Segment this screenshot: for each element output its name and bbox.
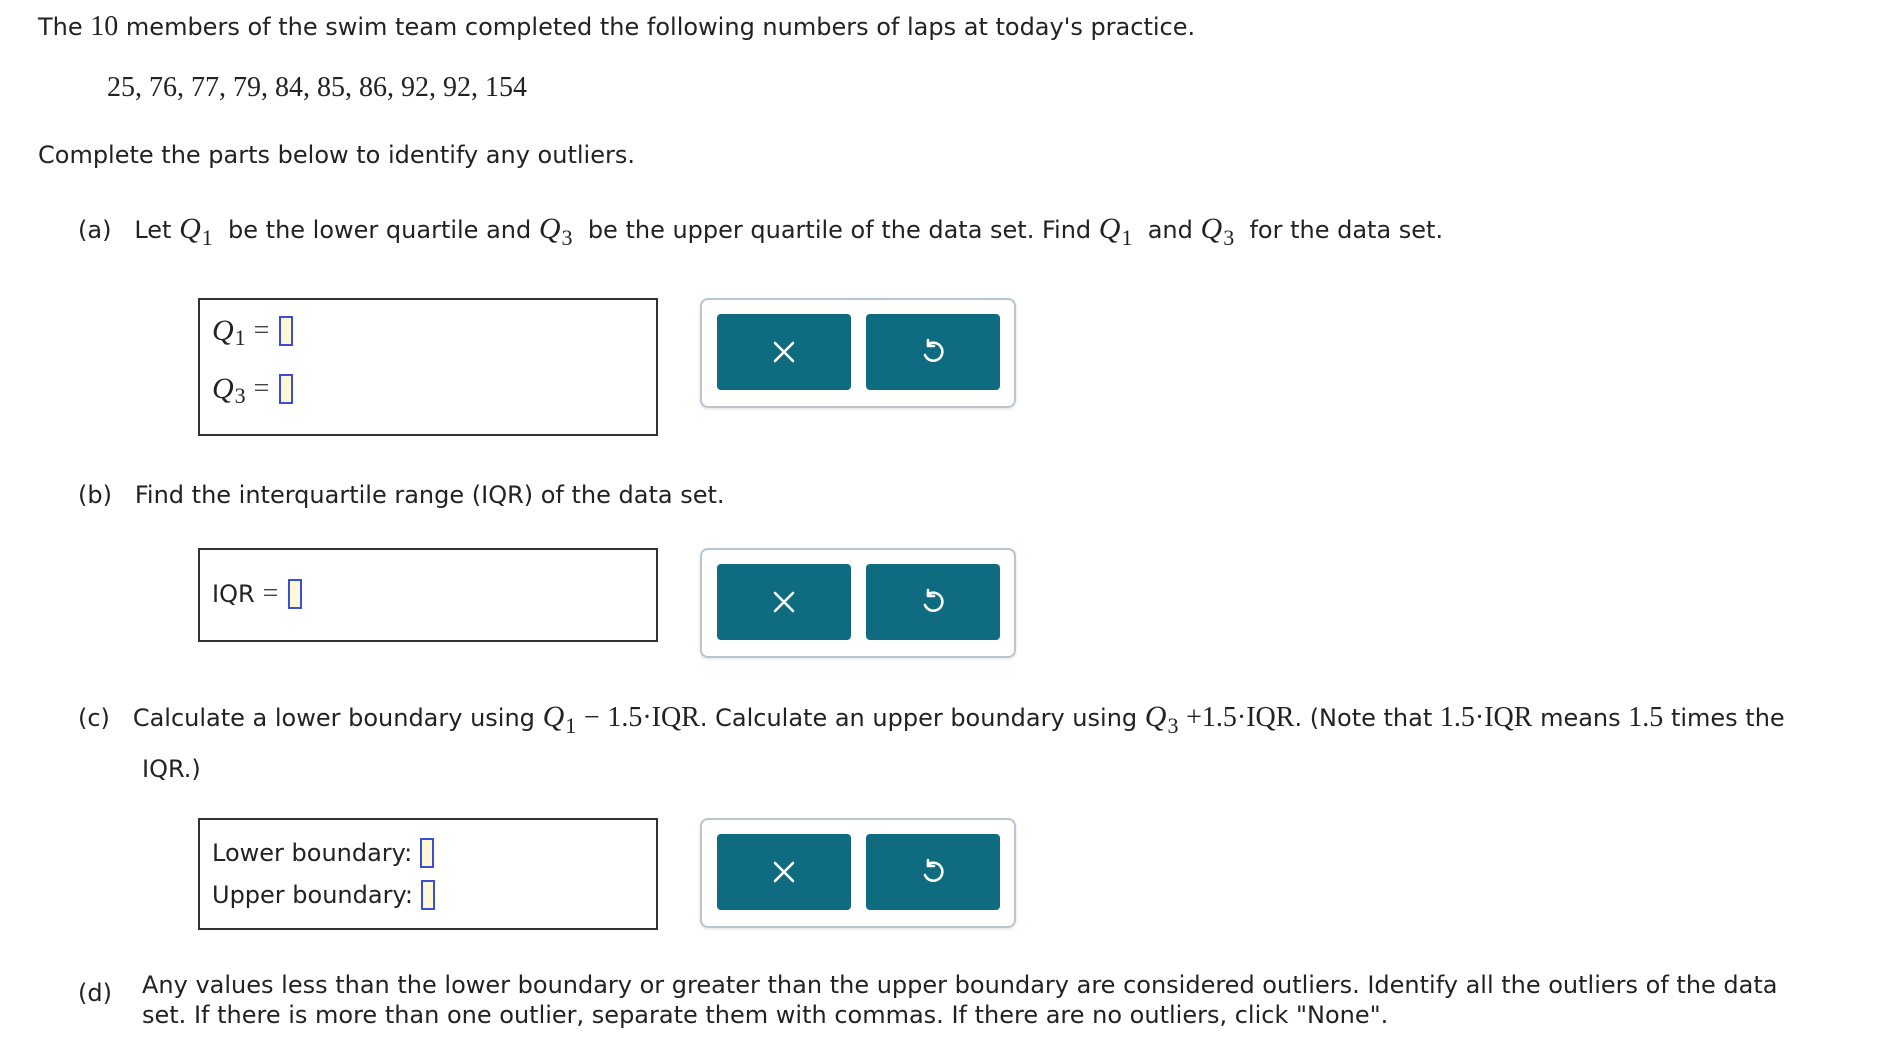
part-a-question: (a) Let Q1 be the lower quartile and Q3 be the upper quartile of the data set. Find Q1 and Q3 for the data set.: [78, 212, 1444, 250]
part-a-reset-button[interactable]: [866, 314, 1000, 390]
x-icon: [771, 339, 797, 365]
part-a-clear-button[interactable]: [717, 314, 851, 390]
q3-input[interactable]: [279, 374, 293, 404]
x-icon: [771, 859, 797, 885]
upper-boundary-input[interactable]: [421, 880, 435, 910]
part-b-question: (b) Find the interquartile range (IQR) of the data set.: [78, 481, 725, 509]
undo-icon: [919, 338, 947, 366]
part-a-button-panel: [700, 298, 1016, 408]
part-c-clear-button[interactable]: [717, 834, 851, 910]
part-c-button-panel: [700, 818, 1016, 928]
part-b-answer-box: [198, 548, 658, 642]
undo-icon: [919, 588, 947, 616]
q3-row: Q 3 =: [212, 372, 293, 406]
part-d-line2: set. If there is more than one outlier, separate them with commas. If there are no outliers, click "None".: [142, 1001, 1389, 1029]
instruction: Complete the parts below to identify any outliers.: [38, 141, 635, 169]
part-d-label: (d): [78, 979, 112, 1007]
iqr-input[interactable]: [288, 579, 302, 609]
data-values: 25, 76, 77, 79, 84, 85, 86, 92, 92, 154: [107, 72, 527, 103]
part-c-question: (c) Calculate a lower boundary using Q1 − 1.5·IQR. Calculate an upper boundary using Q3 +1.5·IQR. (Note that 1.5·IQR means 1.5 times the: [78, 700, 1785, 738]
part-c-answer-box: [198, 818, 658, 930]
part-c-question-line2: IQR.): [142, 755, 201, 783]
undo-icon: [919, 858, 947, 886]
lower-boundary-input[interactable]: [420, 838, 434, 868]
intro-text: The 10 members of the swim team completed the following numbers of laps at today's practice.: [38, 11, 1196, 42]
part-b-clear-button[interactable]: [717, 564, 851, 640]
part-a-answer-box: [198, 298, 658, 436]
part-b-reset-button[interactable]: [866, 564, 1000, 640]
lower-boundary-row: Lower boundary:: [212, 838, 434, 868]
iqr-row: IQR =: [212, 578, 302, 610]
member-count: 10: [90, 11, 119, 42]
part-b-button-panel: [700, 548, 1016, 658]
part-d-line1: Any values less than the lower boundary or greater than the upper boundary are considered outliers. Identify all the outliers of the data: [142, 971, 1778, 999]
upper-boundary-row: Upper boundary:: [212, 880, 435, 910]
x-icon: [771, 589, 797, 615]
q1-row: Q 1 =: [212, 314, 293, 348]
q1-input[interactable]: [279, 316, 293, 346]
part-c-reset-button[interactable]: [866, 834, 1000, 910]
